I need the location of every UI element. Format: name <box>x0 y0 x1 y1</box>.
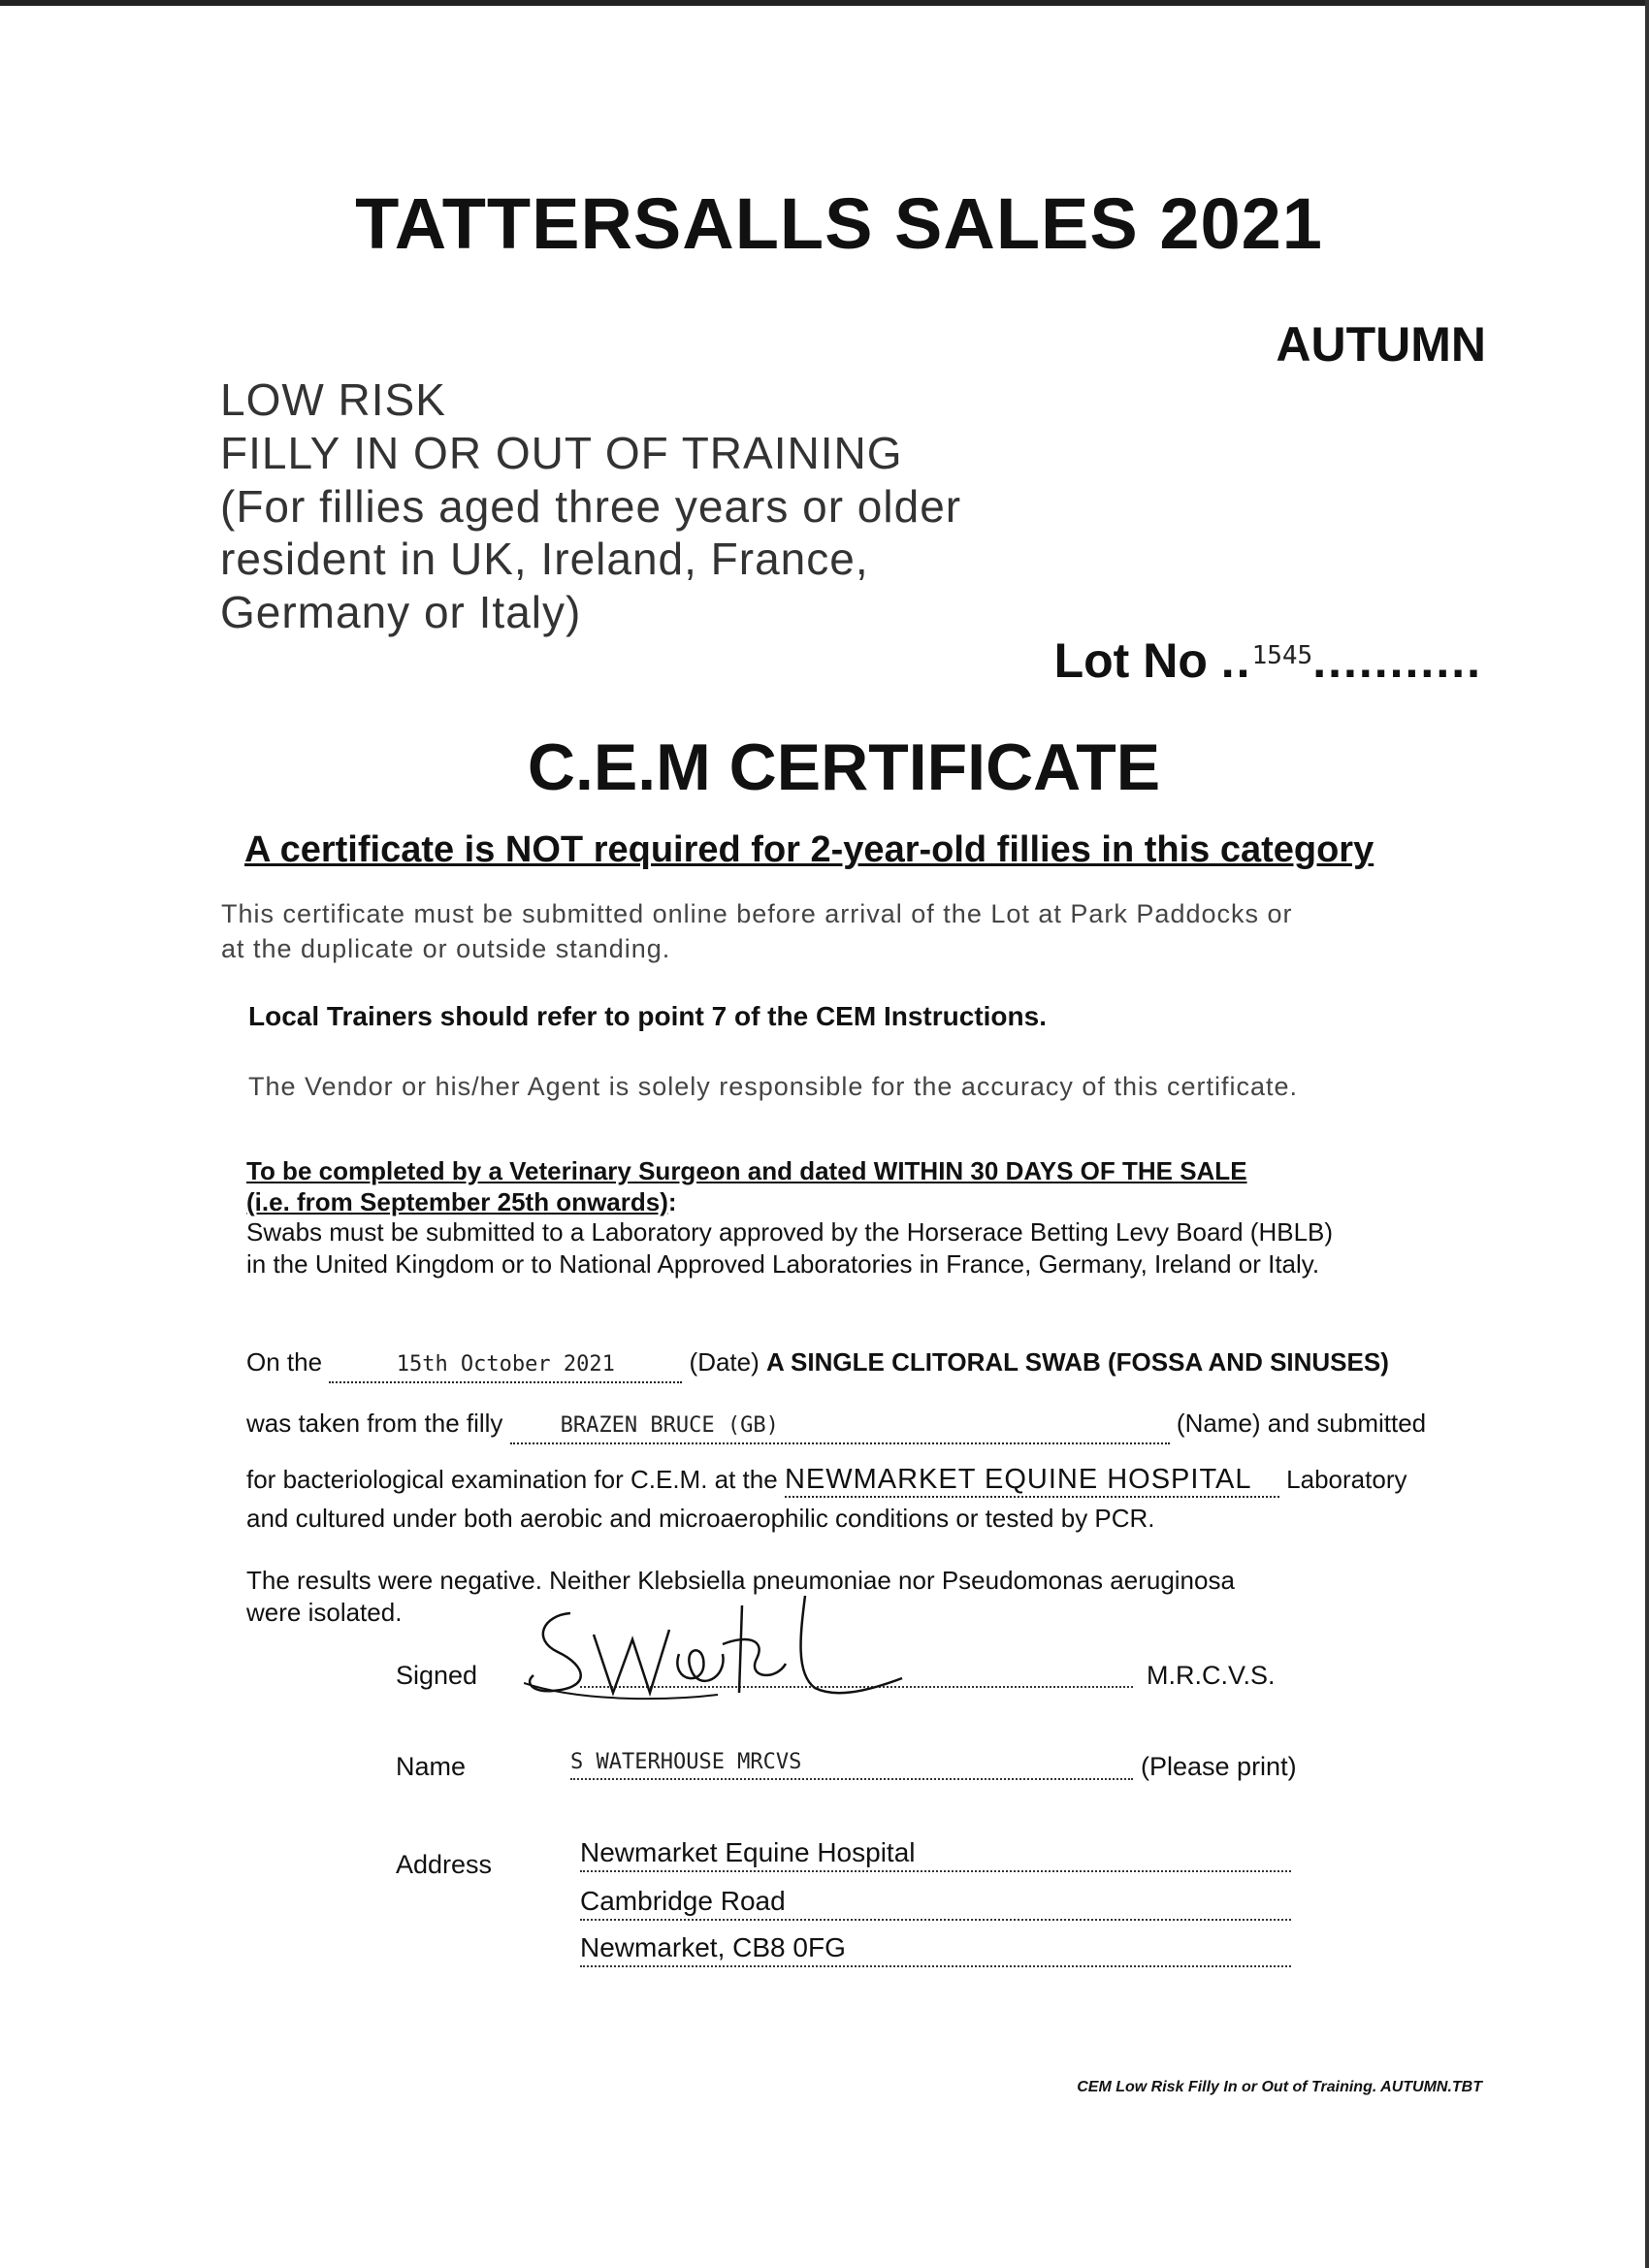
filly-name-line: was taken from the filly BRAZEN BRUCE (GB) (Name) and submitted <box>246 1407 1426 1444</box>
instructions-body-2: in the United Kingdom or to National Approved Laboratories in France, Germany, Ireland or Italy. <box>246 1249 1320 1279</box>
submission-note-2: at the duplicate or outside standing. <box>221 934 671 963</box>
submission-note-1: This certificate must be submitted online before arrival of the Lot at Park Paddocks or <box>221 899 1293 928</box>
local-trainers-note: Local Trainers should refer to point 7 of the CEM Instructions. <box>248 1001 1047 1031</box>
mrcvs-suffix: M.R.C.V.S. <box>1147 1661 1276 1690</box>
lot-number-value: 1545 <box>1251 641 1313 670</box>
lot-number-field: Lot No ..$^{1545}$........... <box>1053 633 1482 688</box>
vendor-responsibility-note: The Vendor or his/her Agent is solely responsible for the accuracy of this certificate. <box>248 1072 1299 1101</box>
instructions-body-1: Swabs must be submitted to a Laboratory approved by the Horserace Betting Levy Board (HBLB) <box>246 1217 1334 1247</box>
instructions-heading-1: To be completed by a Veterinary Surgeon and dated WITHIN 30 DAYS OF THE SALE <box>246 1156 1247 1185</box>
results-line-1: The results were negative. Neither Klebsiella pneumoniae nor Pseudomonas aeruginosa <box>246 1566 1235 1595</box>
scan-edge-right <box>1645 0 1649 2268</box>
swab-date-line: On the 15th October 2021 (Date) A SINGLE CLITORAL SWAB (FOSSA AND SINUSES) <box>246 1345 1389 1383</box>
category-line-2: FILLY IN OR OUT OF TRAINING <box>220 428 903 478</box>
signed-label: Signed <box>396 1661 478 1690</box>
laboratory-line: for bacteriological examination for C.E.M. at the NEWMARKET EQUINE HOSPITAL Laboratory <box>246 1463 1406 1498</box>
category-line-3: (For fillies aged three years or older <box>220 481 962 532</box>
document-reference: CEM Low Risk Filly In or Out of Training. AUTUMN.TBT <box>1077 2079 1482 2095</box>
address-line-2[interactable]: Cambridge Road <box>580 1886 1291 1921</box>
address-line-1[interactable]: Newmarket Equine Hospital <box>580 1837 1291 1872</box>
certificate-title: C.E.M CERTIFICATE <box>527 730 1161 804</box>
filly-name-field[interactable]: BRAZEN BRUCE (GB) <box>510 1407 1170 1444</box>
signature-image <box>524 1586 922 1712</box>
not-required-notice: A certificate is NOT required for 2-year-old fillies in this category <box>244 829 1374 870</box>
document-title: TATTERSALLS SALES 2021 <box>355 183 1323 264</box>
address-label: Address <box>396 1850 493 1879</box>
name-label: Name <box>396 1752 467 1781</box>
results-line-2: were isolated. <box>246 1598 403 1627</box>
please-print-note: (Please print) <box>1141 1752 1297 1781</box>
lot-label: Lot No <box>1053 633 1208 688</box>
date-field[interactable]: 15th October 2021 <box>329 1345 682 1383</box>
cultured-line: and cultured under both aerobic and microaerophilic conditions or tested by PCR. <box>246 1504 1155 1533</box>
category-line-1: LOW RISK <box>220 374 446 425</box>
name-field[interactable]: S WATERHOUSE MRCVS <box>570 1750 1133 1780</box>
category-line-5: Germany or Italy) <box>220 587 582 637</box>
scan-edge-top <box>0 0 1649 6</box>
instructions-heading-2: (i.e. from September 25th onwards): <box>246 1187 677 1216</box>
sale-season: AUTUMN <box>1276 317 1486 372</box>
address-line-3[interactable]: Newmarket, CB8 0FG <box>580 1932 1291 1967</box>
laboratory-field[interactable]: NEWMARKET EQUINE HOSPITAL <box>785 1463 1279 1498</box>
category-line-4: resident in UK, Ireland, France, <box>220 534 869 584</box>
